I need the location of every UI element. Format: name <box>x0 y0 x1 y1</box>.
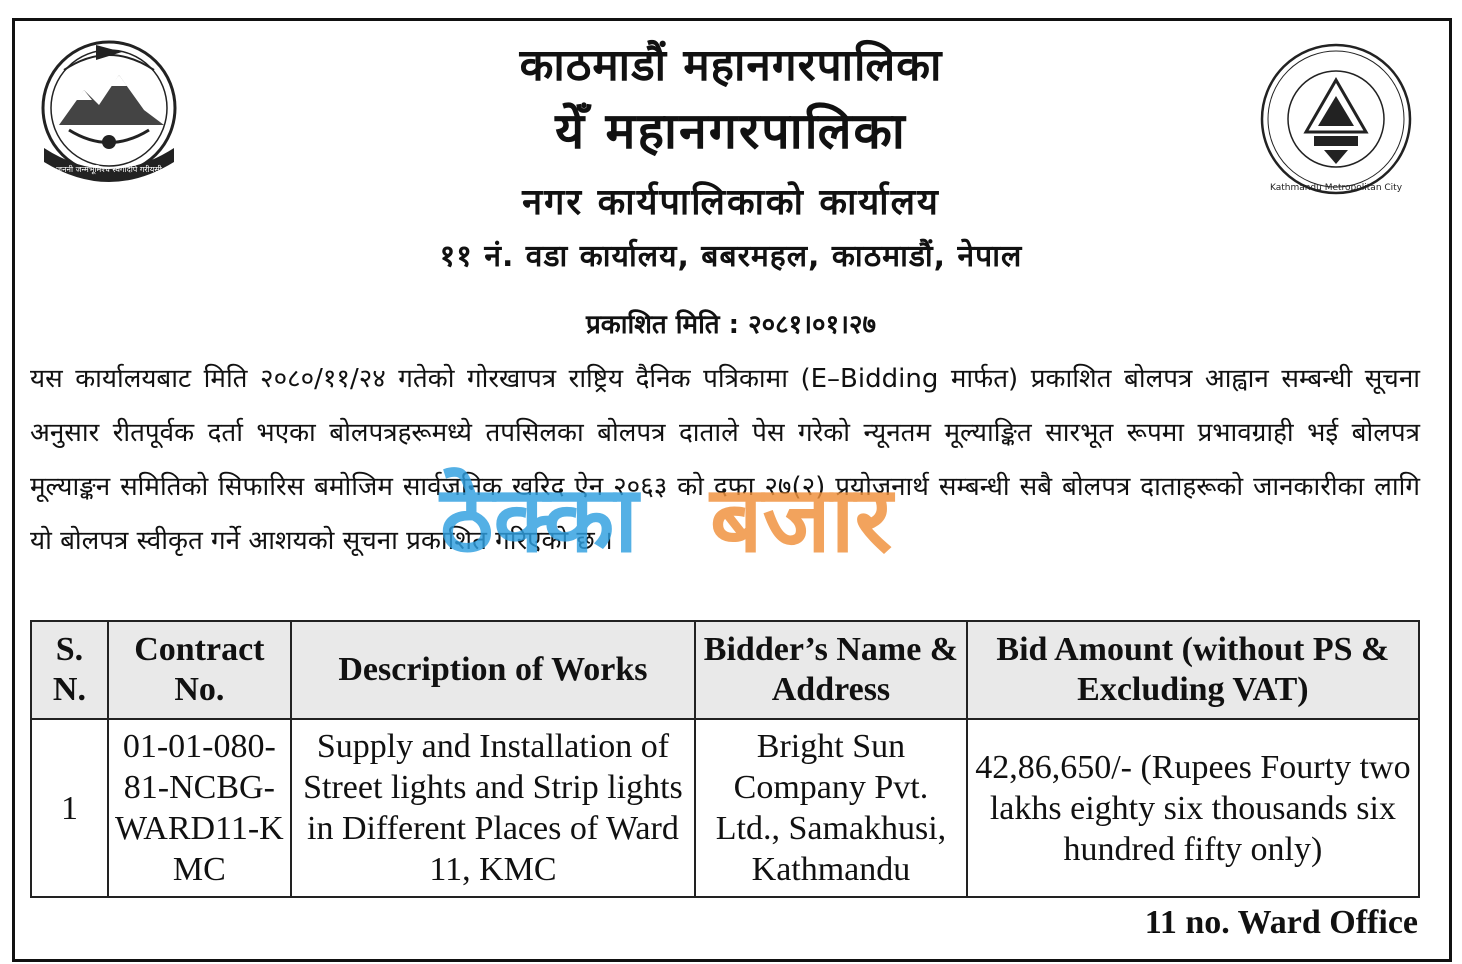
table-row <box>31 719 1419 897</box>
office-address: ११ नं. वडा कार्यालय, बबरमहल, काठमाडौं, नेपाल <box>439 239 1023 274</box>
cell-bid-amount: 42,86,650/- (Rupees Fourty two lakhs eighty six thousands six hundred fifty only) <box>967 719 1419 897</box>
cell-sn: 1 <box>31 719 108 897</box>
header-description: Description of Works <box>291 621 695 719</box>
publication-date: प्रकाशित मिति : २०८१।०१।२७ <box>586 310 876 340</box>
watermark-part-2: बजार <box>710 466 893 573</box>
notice-paragraph: यस कार्यालयबाट मिति २०८०/११/२४ गतेको गोरखापत्र राष्ट्रिय दैनिक पत्रिकामा (E–Bidding मार्फत) प्रकाशित बोलपत्र आह्वान सम्बन्धी सूचना अनुसार रीतपूर्वक दर्ता भएका बोलपत्रहरूमध्ये तपसिलका बोलपत्र दाताले पेस गरेको न्यूनतम मूल्याङ्कित सारभूत रूपमा प्रभावग्राही भई बोलपत्र मूल्याङ्कन समितिको सिफारिस बमोजिम सार्वजनिक खरिद ऐन २०६३ को दफा २७(२) प्रयोजनार्थ सम्बन्धी सबै बोलपत्र दाताहरूको जानकारीका लागि यो बोलपत्र स्वीकृत गर्ने आशयको सूचना प्रकाशित गरिएको छ । <box>30 364 1420 556</box>
municipality-title-newari: येँ महानगरपालिका <box>555 101 907 160</box>
bid-table <box>30 620 1420 898</box>
header-bid-amount: Bid Amount (without PS & Excluding VAT) <box>967 621 1419 719</box>
watermark-part-1: ठेक्का <box>440 466 639 573</box>
emblem-motto: जननी जन्मभूमिश्च स्वर्गादपि गरीयसी <box>56 165 162 174</box>
header-bidder: Bidder’s Name & Address <box>695 621 967 719</box>
ward-office-signature: 11 no. Ward Office <box>1144 904 1418 941</box>
municipality-title: काठमाडौं महानगरपालिका <box>519 40 943 91</box>
seal-text: Kathmandu Metropolitan City <box>1269 183 1403 193</box>
header-sn: S. N. <box>31 621 108 719</box>
office-title: नगर कार्यपालिकाको कार्यालय <box>522 182 940 223</box>
cell-bidder: Bright Sun Company Pvt. Ltd., Samakhusi, Kathmandu <box>695 719 967 897</box>
cell-contract-no: 01-01-080-81-NCBG-WARD11-KMC <box>108 719 291 897</box>
header-contract-no: Contract No. <box>108 621 291 719</box>
cell-description: Supply and Installation of Street lights and Strip lights in Different Places of Ward 11, KMC <box>291 719 695 897</box>
table-header-row <box>31 621 1419 719</box>
